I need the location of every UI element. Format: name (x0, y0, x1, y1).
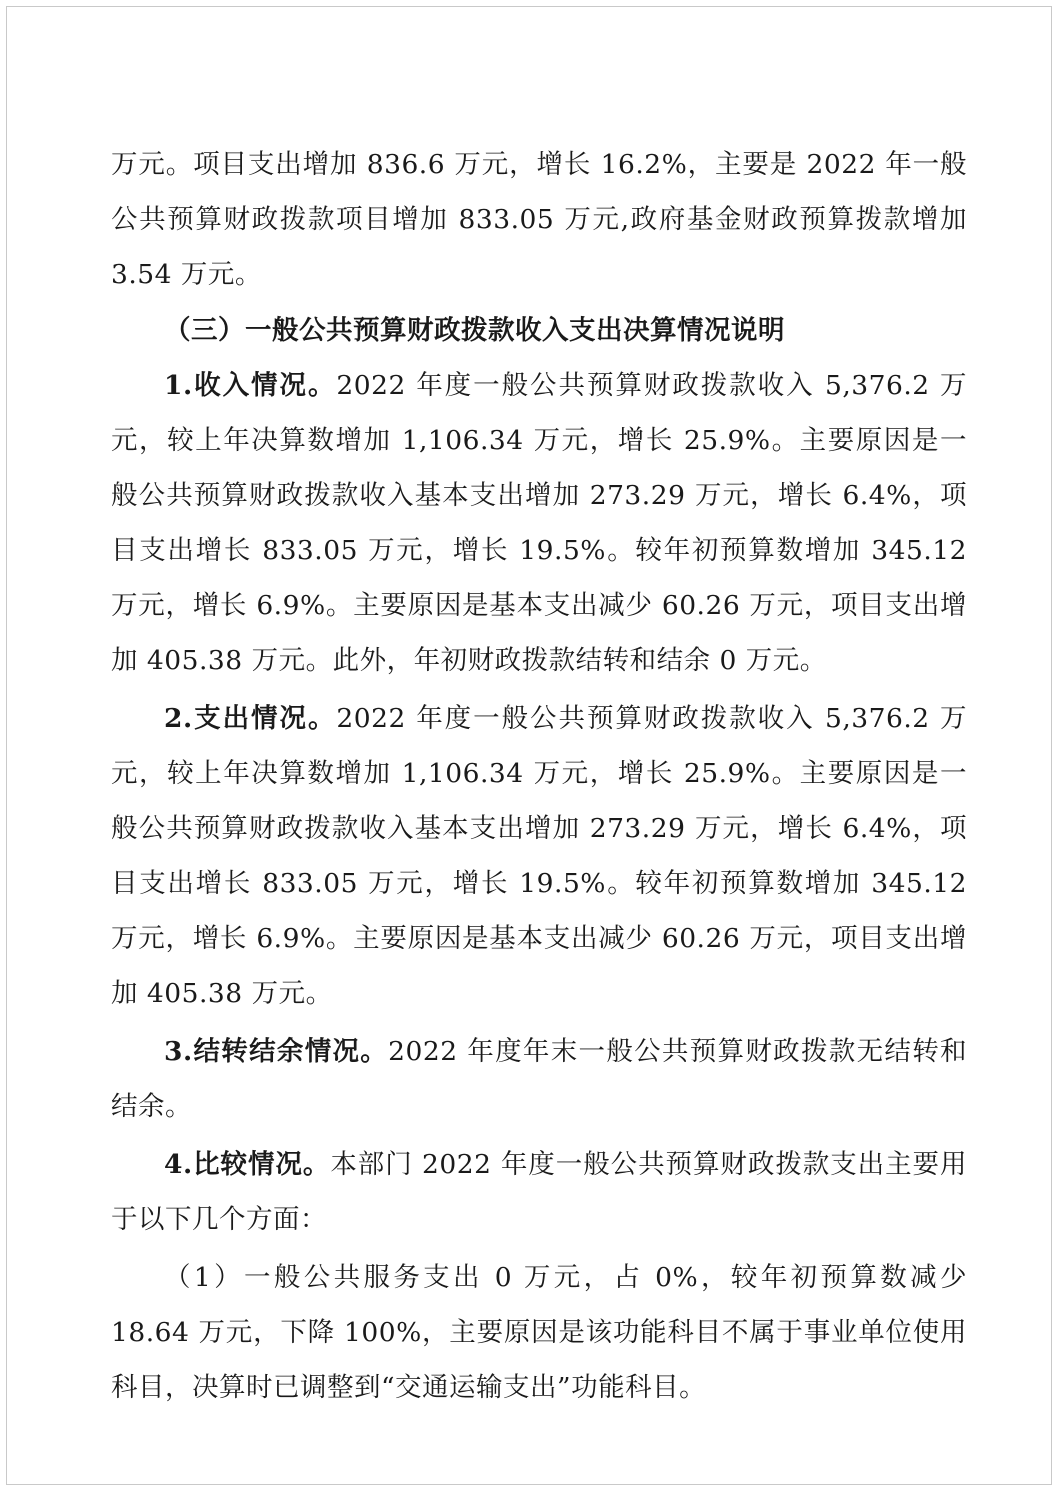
carryover-heading: 3.结转结余情况。 (164, 1036, 389, 1067)
page-frame (6, 6, 1052, 1485)
document-body (111, 137, 967, 1415)
paragraph-comparison (111, 1137, 967, 1247)
paragraph-carryover (111, 1024, 967, 1134)
paragraph-income (111, 358, 967, 688)
comparison-text: 本部门 2022 年度一般公共预算财政拨款支出主要用于以下几个方面： (111, 1149, 967, 1235)
section-heading-general-budget: （三）一般公共预算财政拨款收入支出决算情况说明 (164, 315, 785, 346)
paragraph-continuation: 万元。项目支出增加 836.6 万元，增长 16.2%，主要是 2022 年一般公共预算财政拨款项目增加 833.05 万元,政府基金财政预算拨款增加 3.54 万元。 (111, 149, 967, 290)
paragraph-public-service: （1）一般公共服务支出 0 万元，占 0%，较年初预算数减少 18.64 万元，下降 100%，主要原因是该功能科目不属于事业单位使用科目，决算时已调整到“交通运输支出”功能科目。 (111, 1262, 967, 1403)
carryover-text: 2022 年度年末一般公共预算财政拨款无结转和结余。 (111, 1036, 967, 1122)
paragraph-expenditure (111, 691, 967, 1021)
expenditure-heading: 2.支出情况。 (164, 703, 337, 734)
comparison-heading: 4.比较情况。 (164, 1149, 331, 1180)
income-heading: 1.收入情况。 (164, 370, 337, 401)
income-text: 2022 年度一般公共预算财政拨款收入 5,376.2 万元，较上年决算数增加 1,106.34 万元，增长 25.9%。主要原因是一般公共预算财政拨款收入基本支出增加 273.29 万元，增长 6.4%，项目支出增长 833.05 万元，增长 19.5%。较年初预算数增加 345.12 万元，增长 6.9%。主要原因是基本支出减少 60.26 万元，项目支出增加 405.38 万元。此外，年初财政拨款结转和结余 0 万元。 (111, 370, 968, 676)
expenditure-text: 2022 年度一般公共预算财政拨款收入 5,376.2 万元，较上年决算数增加 1,106.34 万元，增长 25.9%。主要原因是一般公共预算财政拨款收入基本支出增加 273.29 万元，增长 6.4%，项目支出增长 833.05 万元，增长 19.5%。较年初预算数增加 345.12 万元，增长 6.9%。主要原因是基本支出减少 60.26 万元，项目支出增加 405.38 万元。 (111, 703, 968, 1009)
